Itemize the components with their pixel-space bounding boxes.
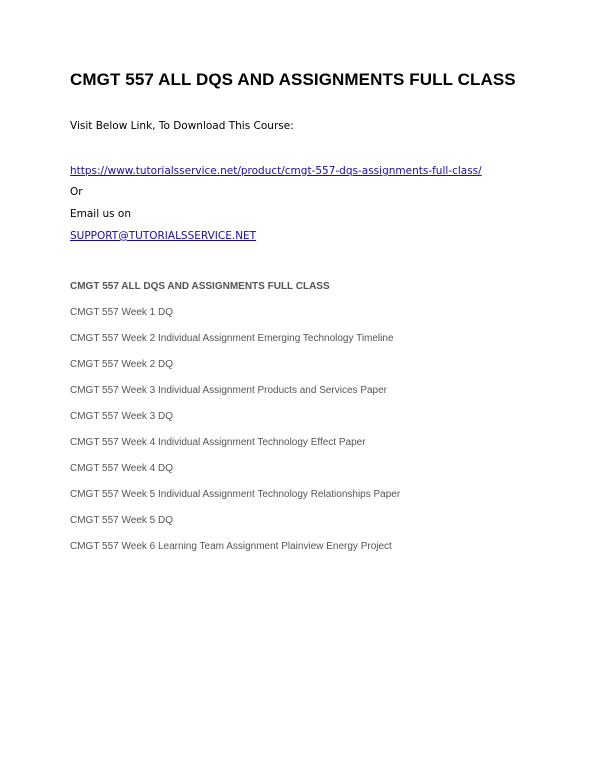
email-label: Email us on — [70, 208, 132, 220]
or-text: Or — [70, 186, 83, 198]
course-link-line — [70, 165, 482, 177]
list-item: CMGT 557 Week 5 Individual Assignment Technology Relationships Paper — [70, 489, 401, 500]
list-item: CMGT 557 Week 2 DQ — [70, 359, 173, 370]
list-item: CMGT 557 Week 3 Individual Assignment Products and Services Paper — [70, 385, 388, 396]
list-item: CMGT 557 Week 2 Individual Assignment Emerging Technology Timeline — [70, 333, 394, 344]
list-item: CMGT 557 Week 3 DQ — [70, 411, 173, 422]
list-item: CMGT 557 Week 4 Individual Assignment Technology Effect Paper — [70, 437, 366, 448]
list-item: CMGT 557 Week 4 DQ — [70, 463, 173, 474]
list-heading: CMGT 557 ALL DQS AND ASSIGNMENTS FULL CLASS — [70, 281, 330, 292]
course-link[interactable]: https://www.tutorialsservice.net/product/cmgt-557-dqs-assignments-full-class/ — [70, 165, 482, 177]
email-link-line — [70, 230, 256, 242]
email-link[interactable]: SUPPORT@TUTORIALSSERVICE.NET — [70, 230, 257, 242]
list-item: CMGT 557 Week 5 DQ — [70, 515, 173, 526]
intro-text: Visit Below Link, To Download This Course: — [70, 120, 294, 132]
document-title: CMGT 557 ALL DQS AND ASSIGNMENTS FULL CLASS — [70, 70, 516, 89]
list-item: CMGT 557 Week 6 Learning Team Assignment Plainview Energy Project — [70, 541, 392, 552]
list-item: CMGT 557 Week 1 DQ — [70, 307, 173, 318]
course-item-list — [70, 307, 400, 567]
